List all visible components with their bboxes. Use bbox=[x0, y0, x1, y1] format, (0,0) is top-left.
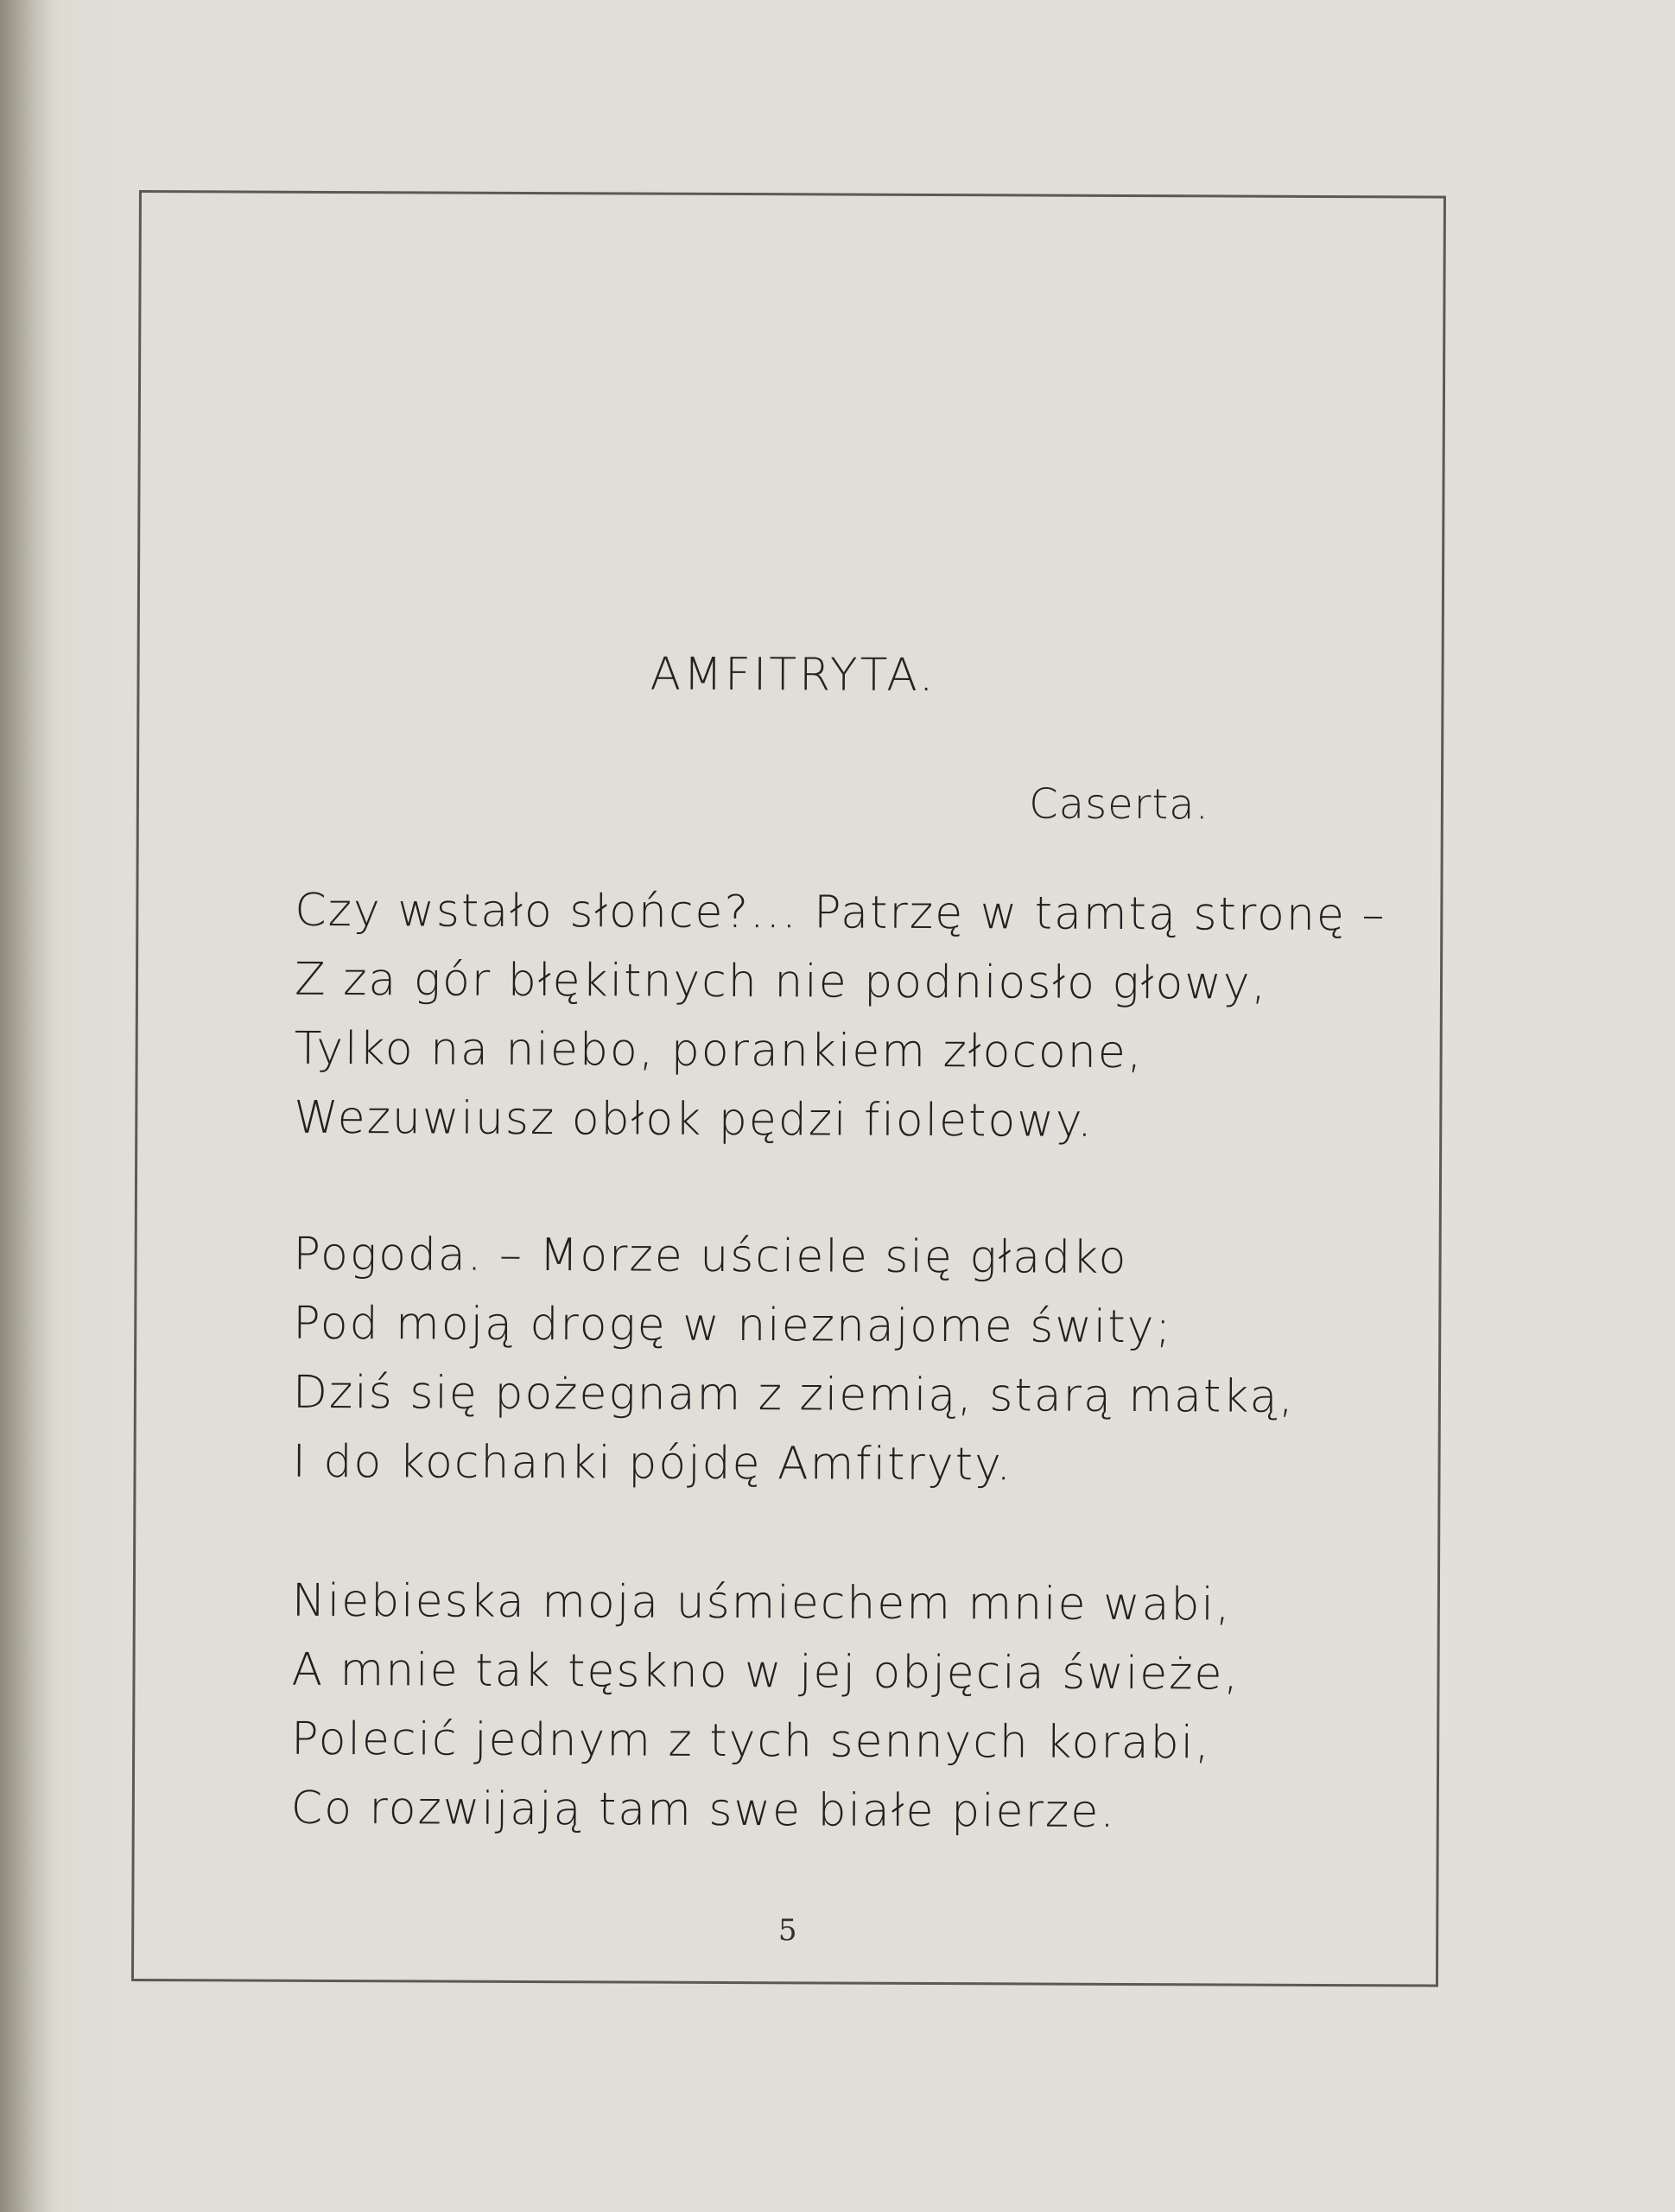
book-gutter-shadow bbox=[0, 0, 52, 2212]
page-number: 5 bbox=[777, 1913, 797, 1948]
stanza-2 bbox=[292, 1220, 1373, 1501]
verse-line: Wezuwiusz obłok pędzi fioletowy. bbox=[294, 1091, 1094, 1147]
place-name: Caserta. bbox=[1029, 779, 1210, 830]
verse-line: Czy wstało słońce?... Patrzę w tamtą stronę – bbox=[295, 884, 1386, 942]
stanza-1 bbox=[294, 876, 1386, 1157]
page-frame bbox=[131, 190, 1446, 1987]
verse-line: A mnie tak tęskno w jej objęcia świeże, bbox=[291, 1643, 1240, 1700]
verse-line: Tylko na niebo, porankiem złocone, bbox=[294, 1022, 1144, 1079]
verse-line: Pod moją drogę w nieznajome świty; bbox=[293, 1297, 1173, 1354]
verse-line: Z za gór błękitnych nie podniosło głowy, bbox=[294, 953, 1268, 1010]
poem-title: AMFITRYTA. bbox=[650, 648, 936, 702]
stanza-3 bbox=[291, 1567, 1372, 1847]
verse-line: Co rozwijają tam swe białe pierze. bbox=[290, 1782, 1116, 1838]
verse-line: Dziś się pożegnam z ziemią, starą matką, bbox=[292, 1366, 1296, 1423]
verse-line: I do kochanki pójdę Amfitryty. bbox=[292, 1435, 1013, 1491]
verse-line: Pogoda. – Morze uściele się gładko bbox=[293, 1228, 1128, 1285]
verse-line: Niebieska moja uśmiechem mnie wabi, bbox=[291, 1574, 1232, 1631]
verse-line: Polecić jednym z tych sennych korabi, bbox=[291, 1713, 1211, 1770]
